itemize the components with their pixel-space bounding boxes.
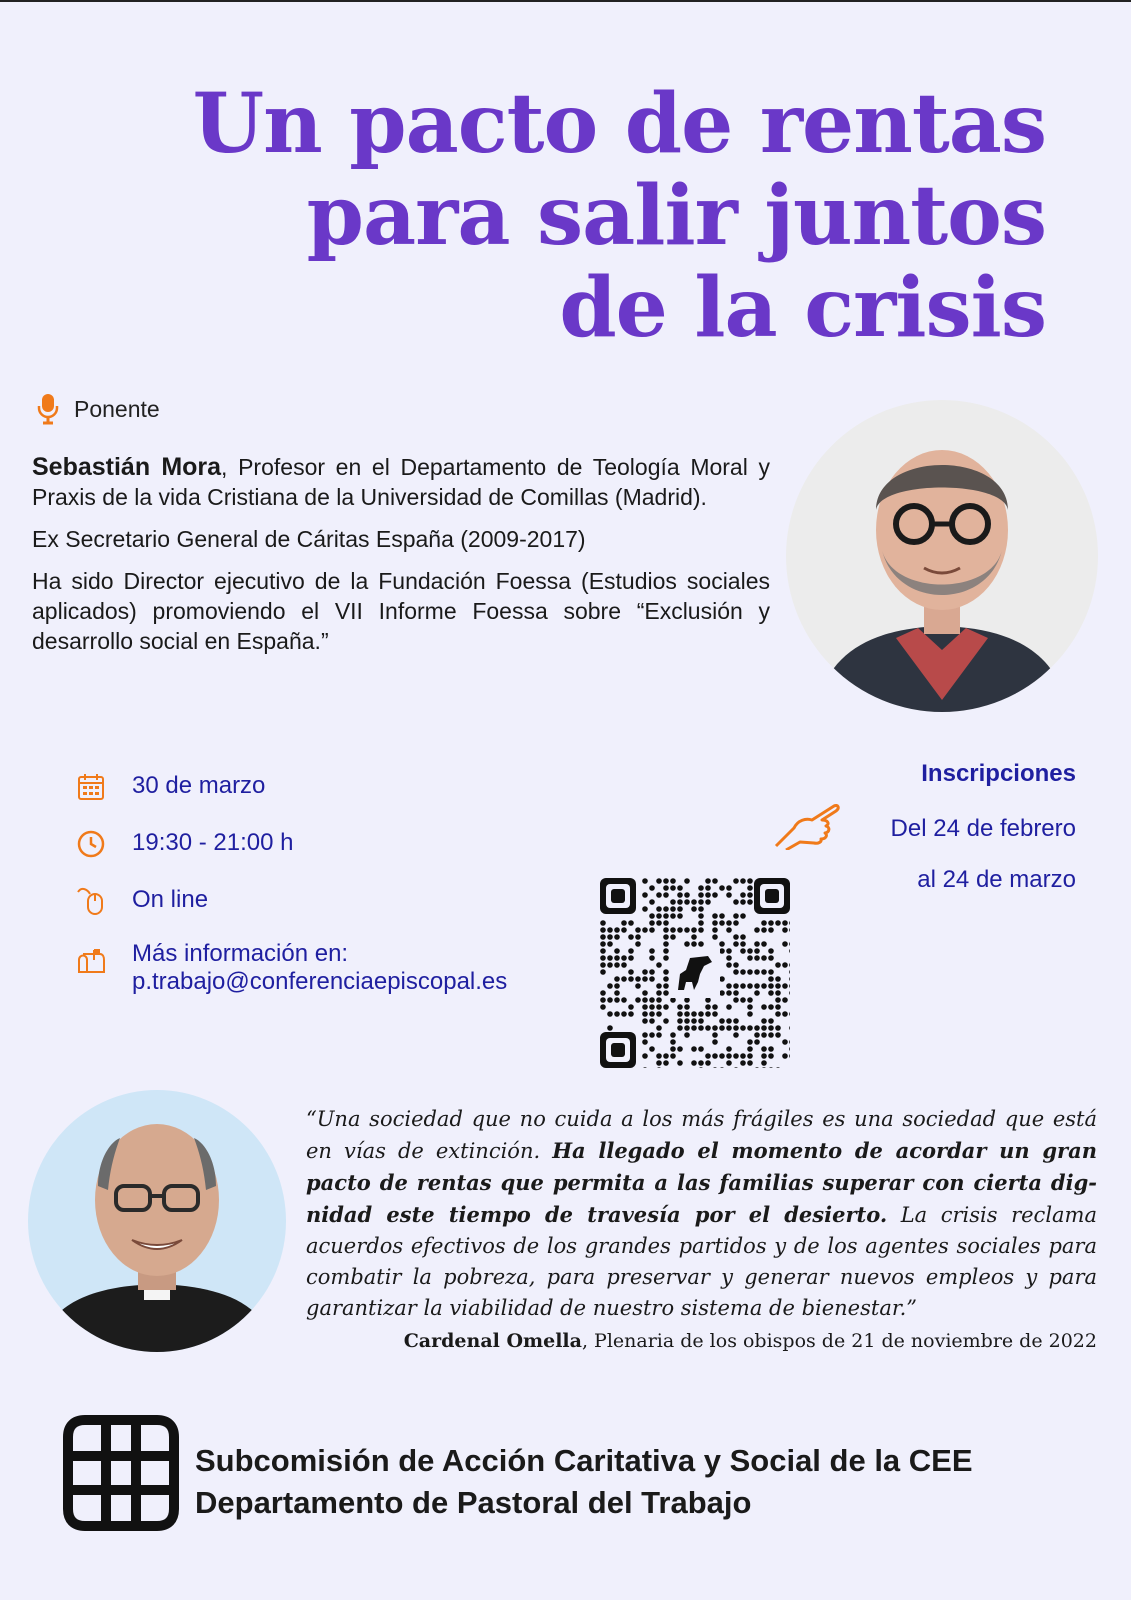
speaker-section-label: Ponente <box>74 395 160 422</box>
organization-line-2: Departamento de Pastoral del Trabajo <box>195 1485 752 1520</box>
speaker-name: Sebastián Mora <box>32 453 222 481</box>
registration-to: al 24 de marzo <box>917 866 1076 893</box>
speaker-photo <box>786 400 1098 712</box>
top-border <box>0 0 1131 2</box>
cardinal-photo <box>28 1090 286 1352</box>
speaker-bio <box>32 452 770 668</box>
event-format-row <box>76 886 208 916</box>
event-date: 30 de marzo <box>132 772 266 799</box>
quote-source: , Plenaria de los obispos de 21 de noviembre de 2022 <box>581 1330 1097 1352</box>
event-info-row <box>76 940 507 996</box>
quote-part-3: La crisis reclama acuerdos efectivos de los grandes partidos y de los agentes sociales para combatir la pobreza, para preservar y generar nuevos empleos y para garantizar la viabilidad de nuestro sistema de bienestar.” <box>306 1203 1097 1320</box>
pointing-hand-icon <box>772 798 840 850</box>
organization-line-1: Subcomisión de Acción Caritativa y Social de la CEE <box>195 1443 973 1478</box>
cee-logo <box>60 1412 182 1534</box>
registration-title: Inscripciones <box>921 760 1076 787</box>
info-email[interactable]: p.trabajo@conferenciaepiscopal.es <box>132 968 508 995</box>
info-label: Más información en: <box>132 940 349 967</box>
clock-icon <box>76 829 106 859</box>
cardinal-quote <box>306 1104 1097 1324</box>
organization <box>195 1440 973 1524</box>
title-line-1: Un pacto de rentas <box>192 76 1046 172</box>
event-time: 19:30 - 21:00 h <box>132 829 294 856</box>
quote-part-2: Ha llegado el momento de acordar un gran pacto de rentas que permita a las familias superar con cierta dignidad este tiempo de travesía por el desierto. <box>306 1138 1097 1227</box>
quote-part-1: “Una sociedad que no cuida a los más frágiles es una sociedad que está en vías de extinción. <box>306 1107 1097 1163</box>
mailbox-icon <box>76 946 106 976</box>
event-info <box>132 940 507 996</box>
speaker-past-role: Ex Secretario General de Cáritas España (2009-2017) <box>32 526 586 552</box>
event-time-row <box>76 829 293 859</box>
event-date-row <box>76 772 265 802</box>
speaker-role: , Profesor en el Departamento de Teología Moral y Praxis de la vida Cristiana de la Universidad de Comillas (Madrid). <box>32 454 770 510</box>
mouse-icon <box>76 886 106 916</box>
title-line-2: para salir juntos <box>306 168 1046 264</box>
speaker-intro <box>32 452 770 512</box>
qr-code[interactable] <box>600 878 790 1068</box>
poster-title <box>146 78 1046 354</box>
microphone-icon <box>36 393 60 425</box>
registration-from: Del 24 de febrero <box>890 815 1076 842</box>
event-format: On line <box>132 886 209 913</box>
quote-citation <box>404 1330 1097 1352</box>
quote-author: Cardenal Omella <box>403 1330 582 1352</box>
title-line-3: de la crisis <box>559 260 1046 356</box>
speaker-description: Ha sido Director ejecutivo de la Fundación Foessa (Estudios sociales aplicados) promoviendo el VII Informe Foessa sobre “Exclusión y desarrollo social en España.” <box>32 568 770 654</box>
calendar-icon <box>76 772 106 802</box>
speaker-section-header <box>36 393 160 425</box>
